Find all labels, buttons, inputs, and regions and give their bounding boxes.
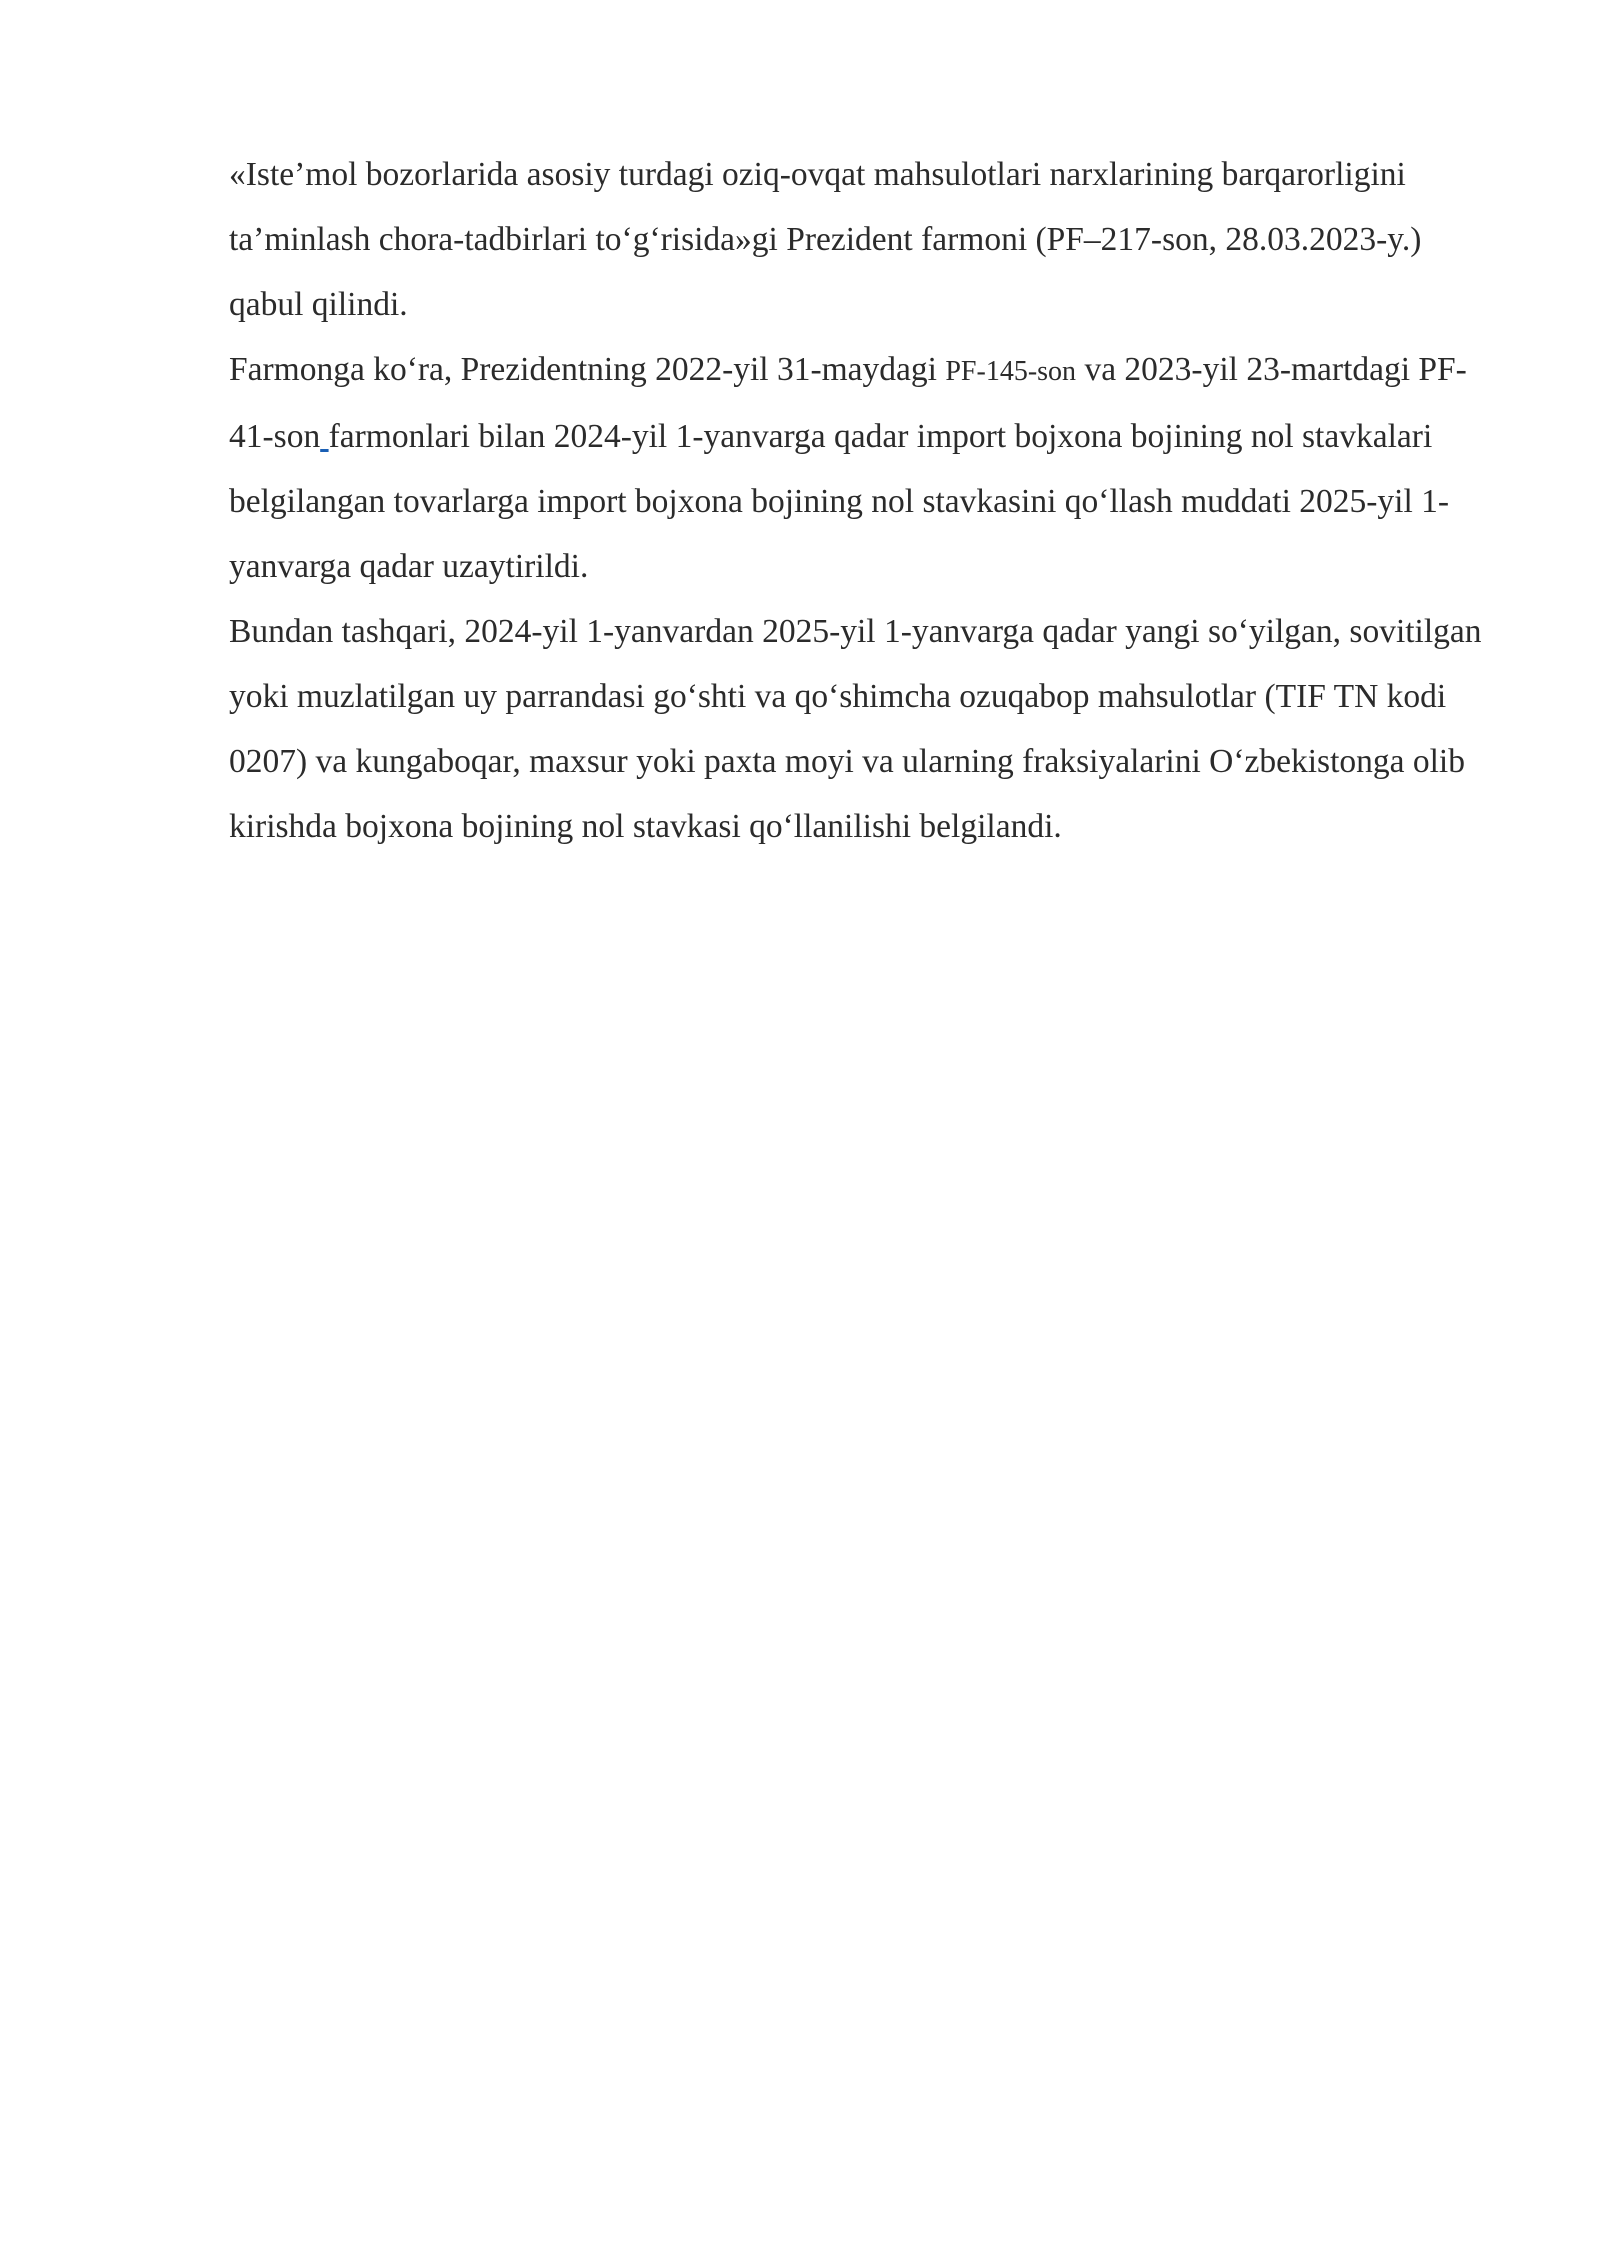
paragraph-text: Farmonga ko‘ra, Prezidentning 2022-yil 31-maydagi	[229, 351, 946, 388]
paragraph-zero-duty-goods: Bundan tashqari, 2024-yil 1-yanvardan 2025-yil 1-yanvarga qadar yangi so‘yilgan, sovitilgan yoki muzlatilgan uy parrandasi go‘shti va qo‘shimcha ozuqabop mahsulotlar (TIF TN kodi 0207) va kungaboqar, maxsur yoki paxta moyi va ularning fraksiyalarini O‘zbekistonga olib kirishda bojxona bojining nol stavkasi qo‘llanilishi belgilandi.	[229, 613, 1482, 845]
paragraph-text: farmonlari bilan 2024-yil 1-yanvarga qadar import bojxona bojining nol stavkalari belgilangan tovarlarga import bojxona bojining nol stavkasini qo‘llash muddati 2025-yil 1- yanvarga qadar uzaytirildi.	[229, 418, 1450, 585]
hyperlink-space[interactable]	[320, 418, 328, 455]
decree-reference: PF-145-son	[945, 356, 1077, 387]
paragraph-text: va 2023-yil 23-martdagi PF-41-son	[229, 351, 1467, 455]
paragraph-tariff-extension	[229, 337, 1489, 599]
paragraph-decree-intro: «Iste’mol bozorlarida asosiy turdagi oziq-ovqat mahsulotlari narxlarining barqarorligini ta’minlash chora-tadbirlari to‘g‘risida»gi Prezident farmoni (PF–217-son, 28.03.2023-y.) qabul qilindi.	[229, 156, 1422, 323]
document-body	[229, 142, 1489, 859]
